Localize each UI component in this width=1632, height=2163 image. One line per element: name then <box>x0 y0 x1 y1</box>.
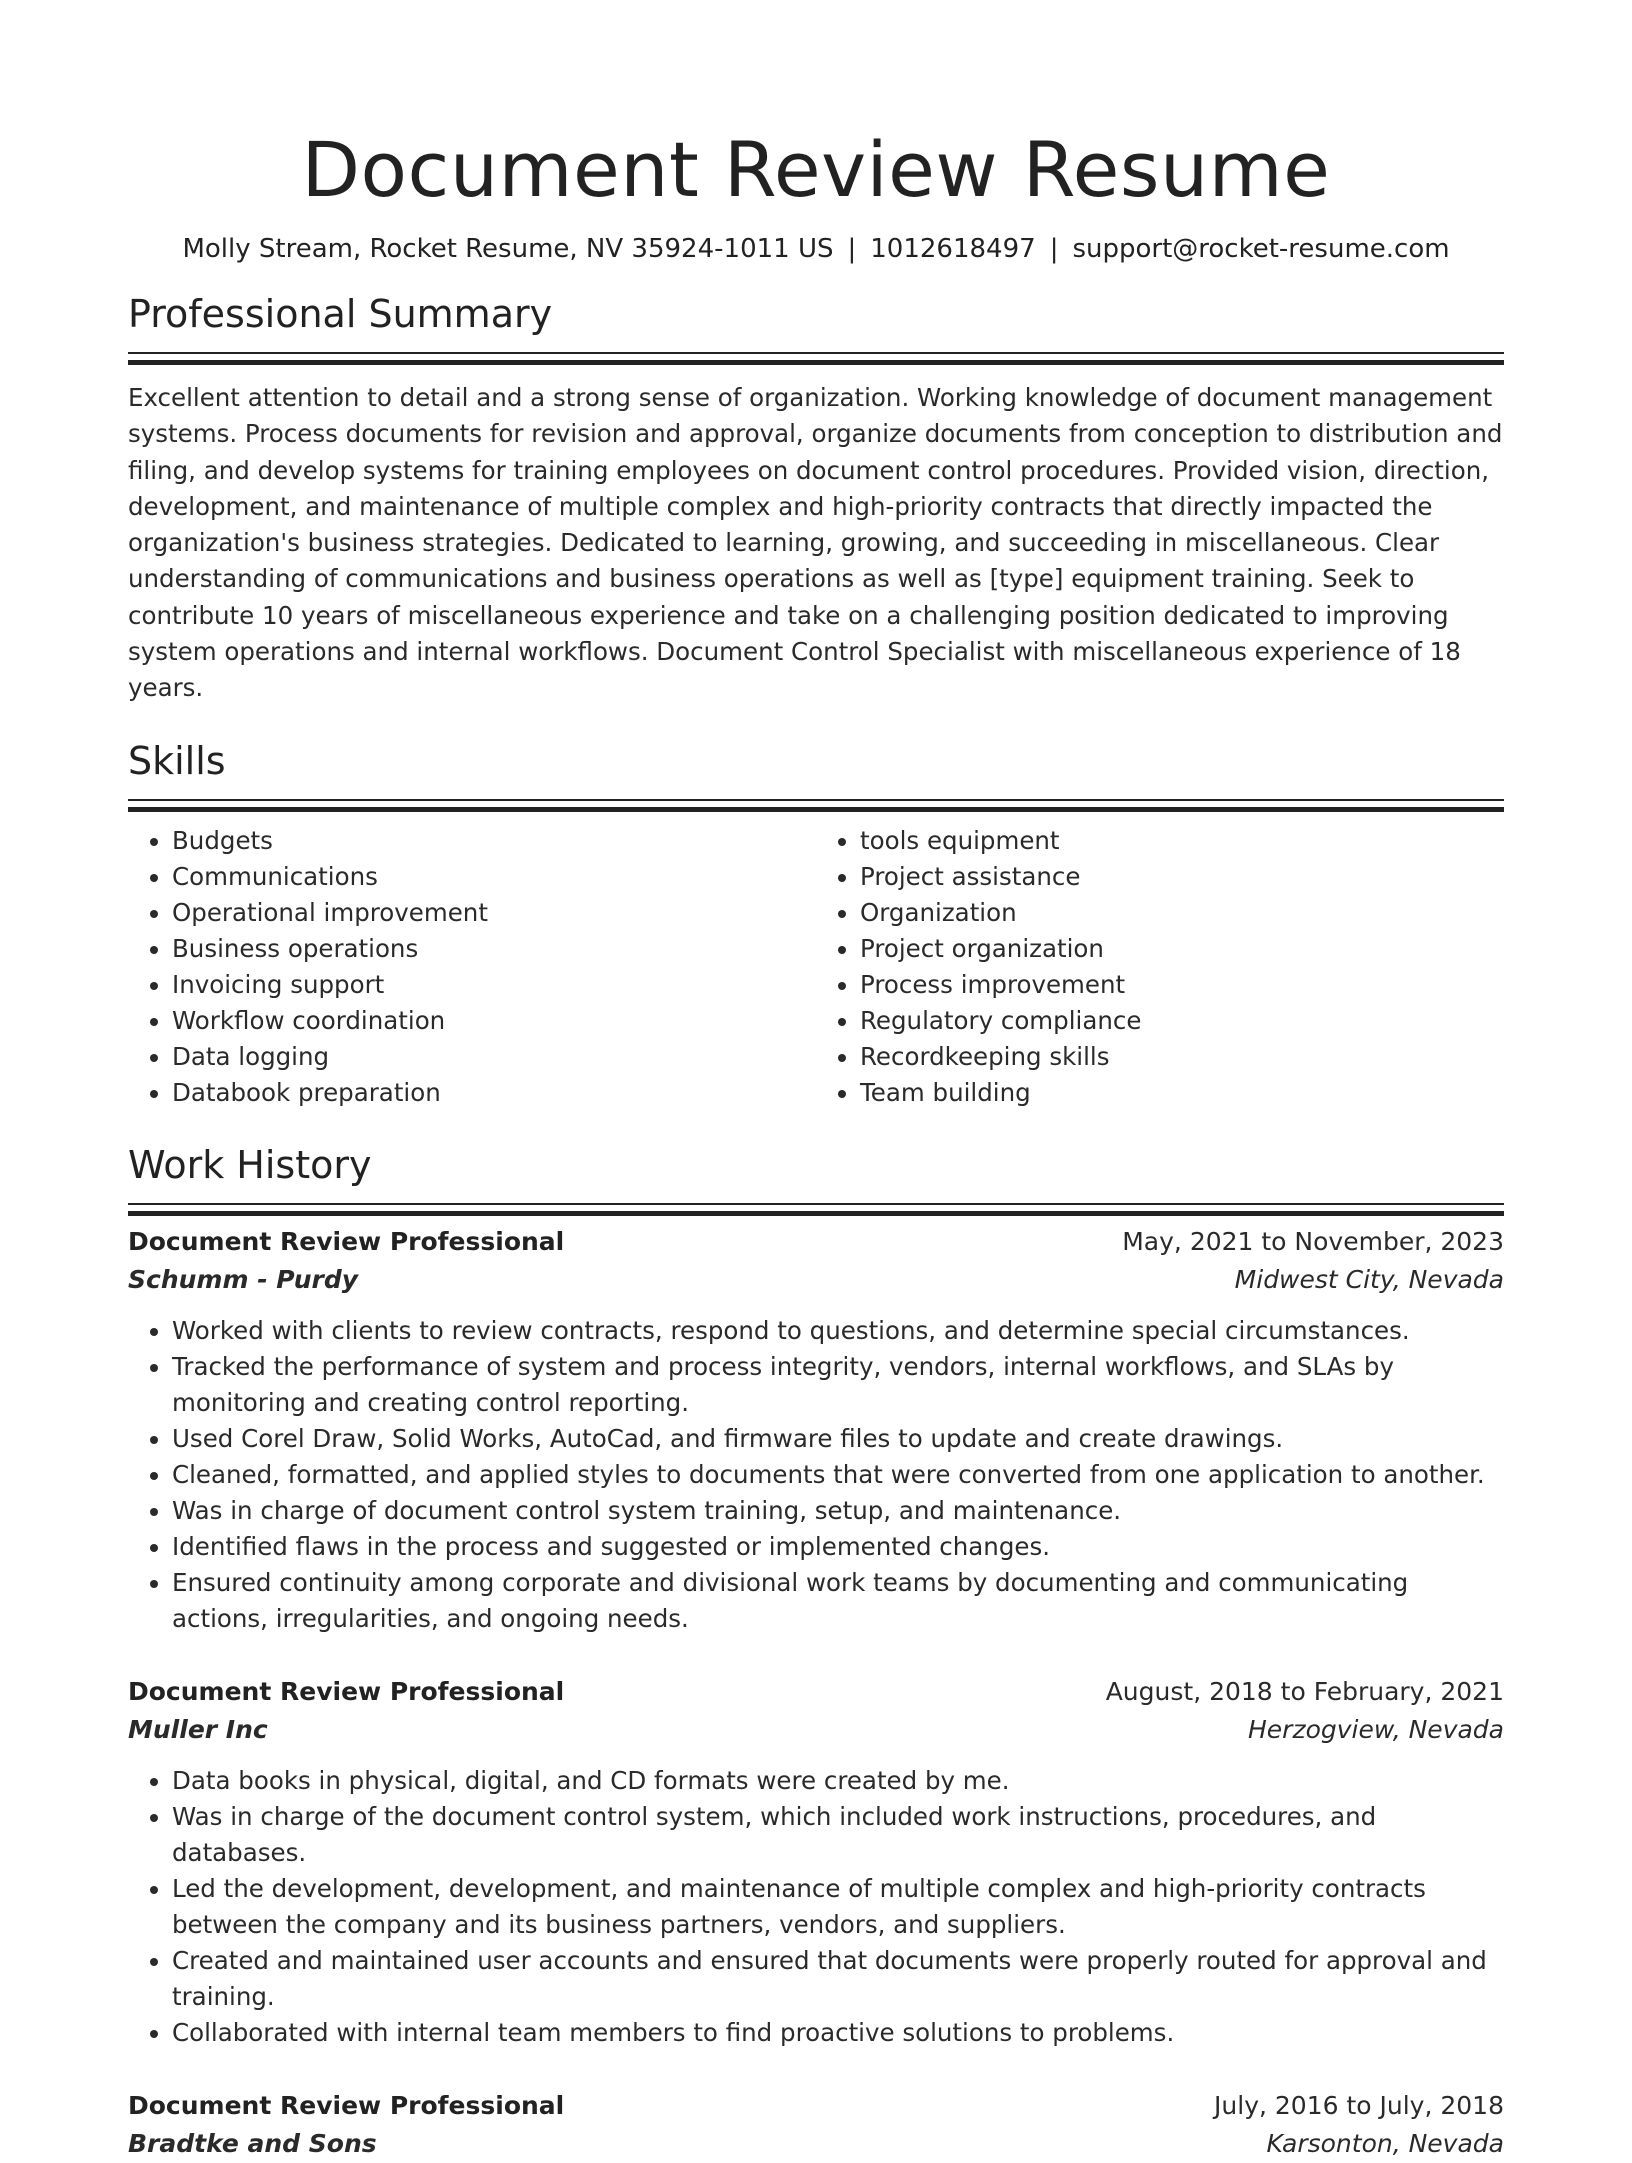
resume-page <box>128 0 1504 2163</box>
job-bullet: • Identified flaws in the process and suggested or implemented changes. <box>172 1529 1504 1565</box>
job-bullet: • Led the development, development, and maintenance of multiple complex and high-priority contracts between the company and its business partners, vendors, and suppliers. <box>172 1871 1504 1943</box>
job-company: Muller Inc <box>128 1714 268 1744</box>
skill-item: • Recordkeeping skills <box>860 1039 1504 1075</box>
section-divider <box>128 1203 1504 1205</box>
job-title: Document Review Professional <box>128 1676 565 1706</box>
job-header-row <box>128 1673 1504 1711</box>
job-company: Schumm - Purdy <box>128 1264 359 1294</box>
skill-item: • Team building <box>860 1075 1504 1111</box>
skills-grid <box>128 823 1504 1111</box>
job-bullet: • Was in charge of document control system training, setup, and maintenance. <box>172 1493 1504 1529</box>
skill-item: • Databook preparation <box>172 1075 816 1111</box>
job-entry <box>128 1223 1504 1637</box>
job-location: Karsonton, Nevada <box>1266 2128 1504 2158</box>
skills-section <box>128 737 1504 1111</box>
skill-item: • Business operations <box>172 931 816 967</box>
job-bullet: • Tracked the performance of system and process integrity, vendors, internal workflows, and SLAs by monitoring and creating control reporting. <box>172 1349 1504 1421</box>
contact-address: Molly Stream, Rocket Resume, NV 35924-1011 US <box>182 234 834 264</box>
job-subheader-row <box>128 1261 1504 1299</box>
job-subheader-row <box>128 2125 1504 2163</box>
skill-item: • Operational improvement <box>172 895 816 931</box>
skills-list-left <box>128 823 816 1111</box>
job-bullet: • Was in charge of the document control system, which included work instructions, procedures, and databases. <box>172 1799 1504 1871</box>
job-entry <box>128 2087 1504 2163</box>
section-heading-summary: Professional Summary <box>128 292 553 336</box>
job-dates: August, 2018 to February, 2021 <box>1105 1676 1504 1706</box>
work-history-section <box>128 1141 1504 2163</box>
job-bullet-list <box>128 1763 1504 2051</box>
skill-item: • Workflow coordination <box>172 1003 816 1039</box>
job-bullet: • Worked with clients to review contracts, respond to questions, and determine special circumstances. <box>172 1313 1504 1349</box>
summary-text: Excellent attention to detail and a strong sense of organization. Working knowledge of document management systems. Process documents for revision and approval, organize documents from conception to distribution and filing, and develop systems for training employees on document control procedures. Provided vision, direction, development, and maintenance of multiple complex and high-priority contracts that directly impacted the organization's business strategies. Dedicated to learning, growing, and succeeding in miscellaneous. Clear understanding of communications and business operations as well as [type] equipment training. Seek to contribute 10 years of miscellaneous experience and take on a challenging position dedicated to improving system operations and internal workflows. Document Control Specialist with miscellaneous experience of 18 years. <box>128 383 1503 703</box>
skill-item: • Regulatory compliance <box>860 1003 1504 1039</box>
section-heading-work-history: Work History <box>128 1142 372 1187</box>
job-header-row <box>128 2087 1504 2125</box>
skill-item: • Project organization <box>860 931 1504 967</box>
job-dates: May, 2021 to November, 2023 <box>1122 1226 1504 1256</box>
contact-email: support@rocket-resume.com <box>1072 234 1450 264</box>
job-subheader-row <box>128 1711 1504 1749</box>
section-divider <box>128 352 1504 354</box>
contact-line <box>128 232 1504 266</box>
contact-phone: 1012618497 <box>870 234 1036 264</box>
skill-item: • Invoicing support <box>172 967 816 1003</box>
contact-separator: | <box>847 234 857 264</box>
job-dates: July, 2016 to July, 2018 <box>1214 2090 1504 2120</box>
skill-item: • tools equipment <box>860 823 1504 859</box>
section-heading-skills: Skills <box>128 738 226 783</box>
job-bullet: • Ensured continuity among corporate and divisional work teams by documenting and communicating actions, irregularities, and ongoing needs. <box>172 1565 1504 1637</box>
job-bullet-list <box>128 1313 1504 1637</box>
skill-item: • Communications <box>172 859 816 895</box>
job-bullet: • Cleaned, formatted, and applied styles to documents that were converted from one application to another. <box>172 1457 1504 1493</box>
job-header-row <box>128 1223 1504 1261</box>
skill-item: • Budgets <box>172 823 816 859</box>
skill-item: • Data logging <box>172 1039 816 1075</box>
resume-title: Document Review Resume <box>301 125 1331 214</box>
job-company: Bradtke and Sons <box>128 2128 377 2158</box>
section-divider <box>128 799 1504 801</box>
job-title: Document Review Professional <box>128 2090 565 2120</box>
job-location: Herzogview, Nevada <box>1248 1714 1504 1744</box>
job-entry <box>128 1673 1504 2051</box>
skills-list-right <box>816 823 1504 1111</box>
professional-summary-section <box>128 290 1504 707</box>
contact-separator: | <box>1049 234 1059 264</box>
skill-item: • Process improvement <box>860 967 1504 1003</box>
job-title: Document Review Professional <box>128 1226 565 1256</box>
job-bullet: • Collaborated with internal team members to find proactive solutions to problems. <box>172 2015 1504 2051</box>
skill-item: • Project assistance <box>860 859 1504 895</box>
skill-item: • Organization <box>860 895 1504 931</box>
job-bullet: • Used Corel Draw, Solid Works, AutoCad, and firmware files to update and create drawings. <box>172 1421 1504 1457</box>
job-location: Midwest City, Nevada <box>1234 1264 1504 1294</box>
job-bullet: • Data books in physical, digital, and CD formats were created by me. <box>172 1763 1504 1799</box>
job-bullet: • Created and maintained user accounts and ensured that documents were properly routed for approval and training. <box>172 1943 1504 2015</box>
